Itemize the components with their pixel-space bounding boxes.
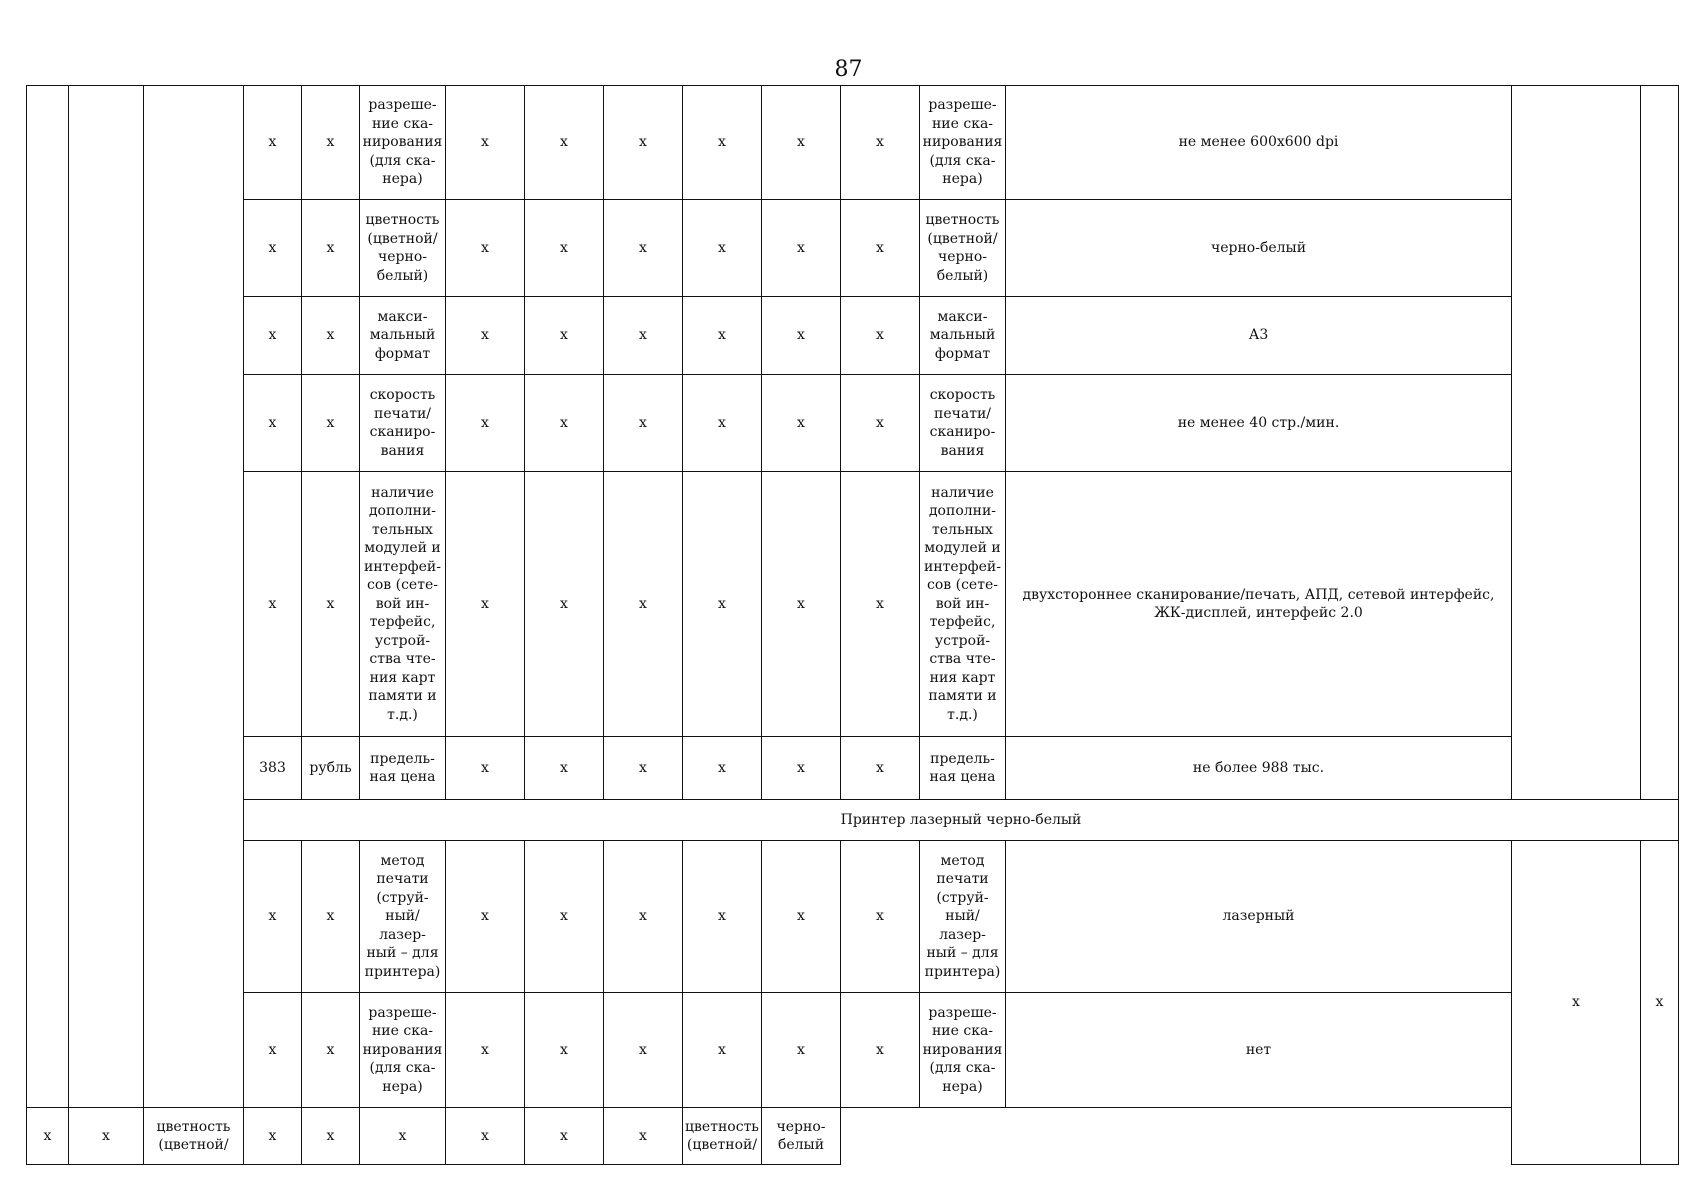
mark-cell: х (446, 993, 525, 1108)
characteristic-line: ния карт (369, 669, 436, 686)
value-cell: не более 988 тыс. (1006, 737, 1512, 800)
characteristic-repeat-cell (920, 297, 1006, 375)
characteristic-line: лазер- (939, 926, 986, 943)
unit-cell: рубль (302, 737, 360, 800)
right-column-cell: х (1641, 841, 1679, 1165)
characteristic-line: памяти и (368, 688, 437, 705)
characteristic-line: т.д.) (387, 706, 418, 723)
characteristic-line: ние ска- (931, 115, 994, 132)
characteristic-line: дополни- (928, 503, 997, 520)
characteristic-line: метод (940, 852, 985, 869)
unit-cell: х (302, 375, 360, 472)
mark-cell: х (525, 297, 604, 375)
mark-cell: х (841, 737, 920, 800)
characteristic-line: устрой- (374, 632, 431, 649)
mark-cell: х (446, 1108, 525, 1165)
characteristic-line: интерфей- (364, 558, 441, 575)
characteristic-line: предель- (930, 750, 995, 767)
mark-cell: х (683, 375, 762, 472)
characteristic-repeat-cell (920, 86, 1006, 200)
mark-cell: х (446, 297, 525, 375)
table-row (27, 472, 1679, 737)
characteristic-cell (360, 86, 446, 200)
characteristic-line: модулей и (924, 540, 1001, 557)
characteristic-line: нирования (362, 134, 443, 151)
characteristic-line: (цветной/ (686, 1137, 758, 1153)
characteristic-line: сканиро- (929, 424, 996, 440)
value-cell: А3 (1006, 297, 1512, 375)
characteristic-cell (360, 737, 446, 800)
characteristic-line: разреше- (928, 1004, 997, 1021)
characteristic-line: формат (934, 345, 991, 362)
mark-cell: х (604, 86, 683, 200)
mark-cell: х (446, 200, 525, 297)
characteristic-line: ние ска- (931, 1023, 994, 1040)
value-cell: нет (1006, 993, 1512, 1108)
characteristic-line: ный – для (366, 945, 439, 962)
section-title: Принтер лазерный черно-белый (244, 800, 1679, 841)
mark-cell: х (604, 737, 683, 800)
right-column-cell: х (1512, 841, 1641, 1165)
characteristic-line: терфейс, (369, 614, 436, 631)
table-row (27, 841, 1679, 993)
mark-cell: х (762, 737, 841, 800)
table-row (27, 297, 1679, 375)
mark-cell: х (762, 472, 841, 737)
characteristic-line: (цветной/ (367, 230, 438, 247)
value-cell: лазерный (1006, 841, 1512, 993)
characteristic-line: лазер- (379, 926, 426, 943)
empty-cell (27, 86, 69, 1108)
mark-cell: х (446, 841, 525, 993)
mark-cell: х (841, 297, 920, 375)
characteristic-line: (для ска- (929, 1060, 996, 1077)
mark-cell: х (604, 472, 683, 737)
characteristic-line: разреше- (368, 97, 437, 114)
mark-cell: х (446, 472, 525, 737)
characteristic-repeat-cell (683, 1108, 762, 1165)
code-cell: х (244, 86, 302, 200)
mark-cell: х (841, 993, 920, 1108)
code-cell: х (244, 841, 302, 993)
characteristic-line: разреше- (928, 97, 997, 114)
characteristic-line: ная цена (369, 769, 436, 785)
characteristic-cell (360, 297, 446, 375)
characteristic-line: макси- (377, 308, 428, 325)
mark-cell: х (841, 375, 920, 472)
mark-cell: х (604, 841, 683, 993)
page-number: 87 (834, 57, 863, 82)
characteristic-line: сов (сете- (927, 577, 998, 594)
characteristic-line: наличие (371, 484, 434, 501)
characteristic-repeat-cell (920, 200, 1006, 297)
mark-cell: х (841, 472, 920, 737)
characteristic-line: (для ска- (929, 152, 996, 169)
code-cell: х (244, 993, 302, 1108)
mark-cell: х (604, 1108, 683, 1165)
value-cell: не менее 40 стр./мин. (1006, 375, 1512, 472)
characteristic-line: черно- (378, 249, 427, 265)
characteristic-line: мальный (929, 327, 996, 344)
characteristic-line: тельных (372, 521, 433, 538)
empty-cell (1512, 86, 1641, 800)
mark-cell: х (446, 737, 525, 800)
empty-cell (69, 86, 144, 1108)
characteristic-line: метод (380, 852, 425, 869)
code-cell: х (244, 297, 302, 375)
characteristic-line: (струй- (936, 889, 989, 906)
characteristic-line: тельных (932, 521, 993, 538)
unit-cell: х (69, 1108, 144, 1165)
characteristic-line: памяти и (928, 688, 997, 705)
characteristic-line: модулей и (364, 540, 441, 557)
value-cell: не менее 600x600 dpi (1006, 86, 1512, 200)
characteristic-line: черно- (938, 249, 987, 265)
characteristic-line: цветность (925, 212, 1000, 228)
characteristic-line: (цветной/ (158, 1137, 229, 1153)
mark-cell: х (683, 200, 762, 297)
characteristic-repeat-cell (920, 737, 1006, 800)
mark-cell: х (841, 86, 920, 200)
characteristic-line: печати/ (373, 405, 431, 422)
value-cell: двухстороннее сканирование/печать, АПД, сетевой интерфейс, ЖК-дисплей, интерфейс 2.0 (1006, 472, 1512, 737)
characteristic-cell (360, 993, 446, 1108)
characteristic-line: макси- (937, 308, 988, 325)
mark-cell: х (762, 297, 841, 375)
mark-cell: х (841, 200, 920, 297)
characteristic-line: (для ска- (369, 1060, 436, 1077)
characteristic-line: предель- (370, 750, 435, 767)
characteristic-cell (360, 841, 446, 993)
characteristic-repeat-cell (920, 993, 1006, 1108)
characteristic-line: ный – для (926, 945, 999, 962)
characteristic-line: интерфей- (924, 558, 1001, 575)
mark-cell: х (762, 86, 841, 200)
characteristic-line: нирования (922, 1041, 1003, 1058)
code-cell: х (244, 472, 302, 737)
empty-cell (1641, 86, 1679, 800)
code-cell: х (244, 200, 302, 297)
mark-cell: х (525, 86, 604, 200)
characteristic-line: устрой- (934, 632, 991, 649)
unit-cell: х (302, 472, 360, 737)
mark-cell: х (604, 375, 683, 472)
table-row (27, 375, 1679, 472)
code-cell: х (27, 1108, 69, 1165)
table-row (27, 86, 1679, 200)
mark-cell: х (762, 841, 841, 993)
mark-cell: х (525, 1108, 604, 1165)
mark-cell: х (525, 841, 604, 993)
characteristic-line: ния карт (929, 669, 996, 686)
code-cell: х (244, 375, 302, 472)
characteristic-cell (360, 375, 446, 472)
characteristic-line: т.д.) (947, 706, 978, 723)
unit-cell: х (302, 993, 360, 1108)
value-cell: черно-белый (762, 1108, 841, 1165)
mark-cell: х (762, 993, 841, 1108)
characteristic-line: разреше- (368, 1004, 437, 1021)
unit-cell: х (302, 841, 360, 993)
mark-cell: х (683, 993, 762, 1108)
unit-cell: х (302, 200, 360, 297)
mark-cell: х (604, 297, 683, 375)
mark-cell: х (525, 472, 604, 737)
mark-cell: х (683, 86, 762, 200)
characteristic-line: (струй- (376, 889, 429, 906)
empty-cell (144, 86, 244, 1108)
unit-cell: х (302, 86, 360, 200)
mark-cell: х (604, 993, 683, 1108)
characteristic-line: цветность (365, 212, 440, 228)
characteristic-line: белый) (376, 267, 429, 284)
specification-table (26, 85, 1679, 1165)
characteristic-line: скорость (929, 387, 996, 403)
mark-cell: х (683, 841, 762, 993)
mark-cell: х (446, 375, 525, 472)
characteristic-line: печати (376, 871, 429, 888)
characteristic-line: нера) (382, 171, 423, 188)
mark-cell: х (525, 737, 604, 800)
code-cell: 383 (244, 737, 302, 800)
table-row (27, 1108, 1679, 1165)
characteristic-line: вой ин- (375, 595, 430, 612)
mark-cell: х (360, 1108, 446, 1165)
characteristic-line: формат (374, 345, 431, 362)
characteristic-line: сканиро- (369, 424, 436, 440)
characteristic-repeat-cell (920, 472, 1006, 737)
characteristic-cell (360, 200, 446, 297)
characteristic-line: нирования (362, 1041, 443, 1058)
characteristic-line: терфейс, (929, 614, 996, 631)
mark-cell: х (683, 472, 762, 737)
mark-cell: х (446, 86, 525, 200)
mark-cell: х (525, 993, 604, 1108)
characteristic-line: наличие (931, 484, 994, 501)
characteristic-line: дополни- (368, 503, 437, 520)
characteristic-line: принтера) (924, 963, 1001, 980)
mark-cell: х (244, 1108, 302, 1165)
characteristic-line: вой ин- (935, 595, 990, 612)
mark-cell: х (683, 737, 762, 800)
characteristic-line: печати (936, 871, 989, 888)
table-body (27, 86, 1679, 1165)
characteristic-line: ние ска- (371, 115, 434, 132)
characteristic-line: нера) (382, 1078, 423, 1095)
characteristic-line: (для ска- (369, 152, 436, 169)
mark-cell: х (841, 841, 920, 993)
mark-cell: х (762, 375, 841, 472)
characteristic-line: мальный (369, 327, 436, 344)
mark-cell: х (683, 297, 762, 375)
characteristic-line: принтера) (364, 963, 441, 980)
characteristic-line: вания (940, 442, 985, 459)
mark-cell: х (525, 200, 604, 297)
characteristic-line: скорость (369, 387, 436, 403)
table-row (27, 993, 1679, 1108)
characteristic-line: белый) (936, 267, 989, 284)
characteristic-line: цветность (156, 1118, 231, 1135)
characteristic-repeat-cell (920, 841, 1006, 993)
characteristic-cell (360, 472, 446, 737)
characteristic-line: ства чте- (929, 651, 996, 668)
characteristic-line: сов (сете- (367, 577, 438, 594)
mark-cell: х (525, 375, 604, 472)
characteristic-line: ная цена (929, 769, 996, 785)
characteristic-line: ние ска- (371, 1023, 434, 1040)
characteristic-line: ный/ (945, 908, 980, 925)
characteristic-line: ства чте- (369, 651, 436, 668)
mark-cell: х (604, 200, 683, 297)
characteristic-line: нирования (922, 134, 1003, 151)
characteristic-repeat-cell (920, 375, 1006, 472)
value-cell: черно-белый (1006, 200, 1512, 297)
characteristic-line: цветность (685, 1118, 759, 1135)
table-row (27, 737, 1679, 800)
characteristic-line: (цветной/ (927, 230, 998, 247)
characteristic-line: печати/ (933, 405, 991, 422)
unit-cell: х (302, 297, 360, 375)
characteristic-line: ный/ (385, 908, 420, 925)
mark-cell: х (302, 1108, 360, 1165)
characteristic-line: нера) (942, 1078, 983, 1095)
characteristic-line: нера) (942, 171, 983, 188)
mark-cell: х (762, 200, 841, 297)
table-row (27, 200, 1679, 297)
characteristic-line: вания (380, 442, 425, 459)
characteristic-cell (144, 1108, 244, 1165)
